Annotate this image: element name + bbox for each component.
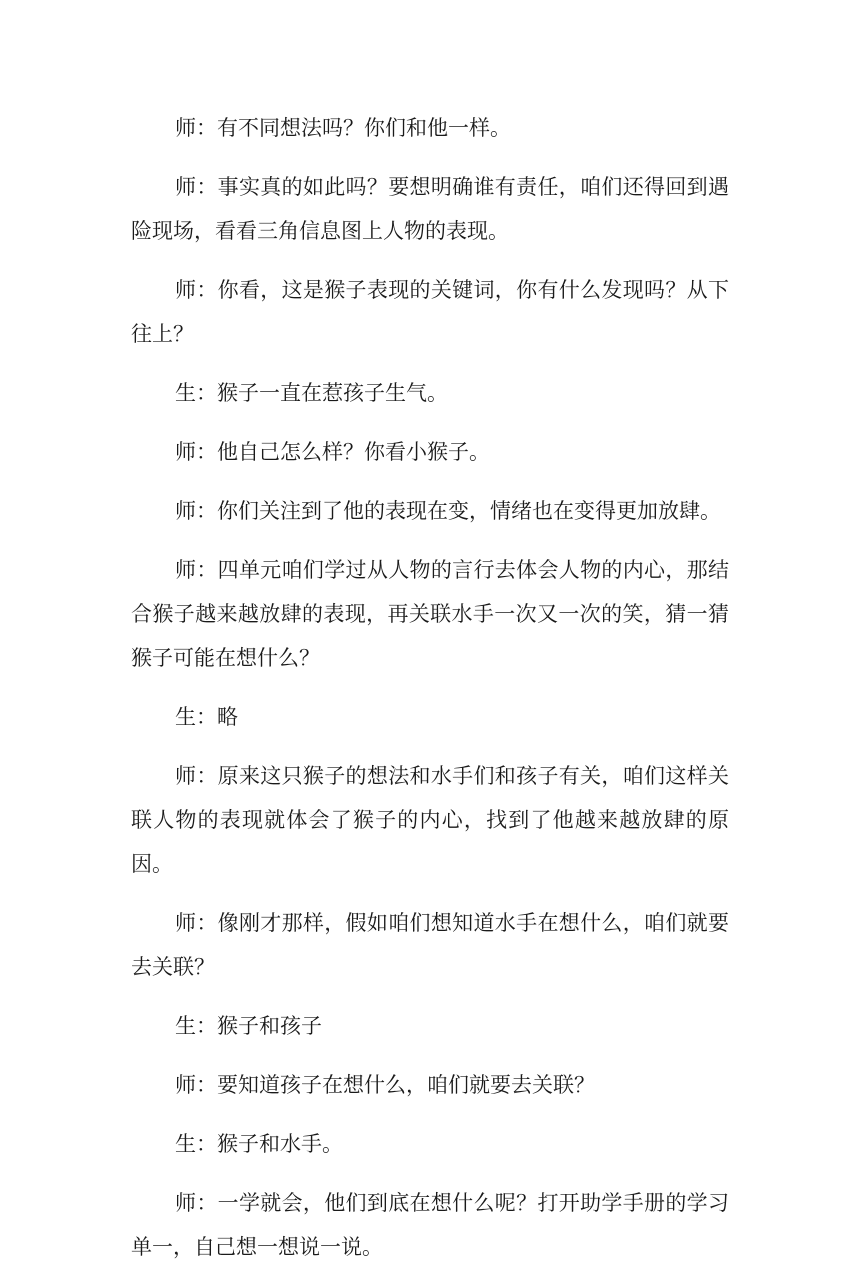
paragraph-7: 师：四单元咱们学过从人物的言行去体会人物的内心，那结合猴子越来越放肆的表现，再关联水手一次又一次的笑，猜一猜猴子可能在想什么？ xyxy=(131,558,729,670)
paragraph-12: 师：要知道孩子在想什么，咱们就要去关联？ xyxy=(175,1073,595,1097)
paragraph-1: 师：有不同想法吗？你们和他一样。 xyxy=(175,116,511,140)
paragraph-8: 生：略 xyxy=(175,705,238,729)
paragraph-5: 师：他自己怎么样？你看小猴子。 xyxy=(175,440,490,464)
paragraph-3: 师：你看，这是猴子表现的关键词，你有什么发现吗？从下往上？ xyxy=(131,278,729,346)
document-body xyxy=(131,106,729,1284)
paragraph-10: 师：像刚才那样，假如咱们想知道水手在想什么，咱们就要去关联？ xyxy=(131,911,729,979)
paragraph-6: 师：你们关注到了他的表现在变，情绪也在变得更加放肆。 xyxy=(175,499,721,523)
paragraph-9: 师：原来这只猴子的想法和水手们和孩子有关，咱们这样关联人物的表现就体会了猴子的内心，找到了他越来越放肆的原因。 xyxy=(131,764,729,876)
paragraph-14: 师：一学就会，他们到底在想什么呢？打开助学手册的学习单一，自己想一想说一说。 xyxy=(131,1191,729,1259)
paragraph-4: 生：猴子一直在惹孩子生气。 xyxy=(175,381,448,405)
paragraph-11: 生：猴子和孩子 xyxy=(175,1014,322,1038)
paragraph-2: 师：事实真的如此吗？要想明确谁有责任，咱们还得回到遇险现场，看看三角信息图上人物的表现。 xyxy=(131,175,729,243)
paragraph-13: 生：猴子和水手。 xyxy=(175,1132,343,1156)
